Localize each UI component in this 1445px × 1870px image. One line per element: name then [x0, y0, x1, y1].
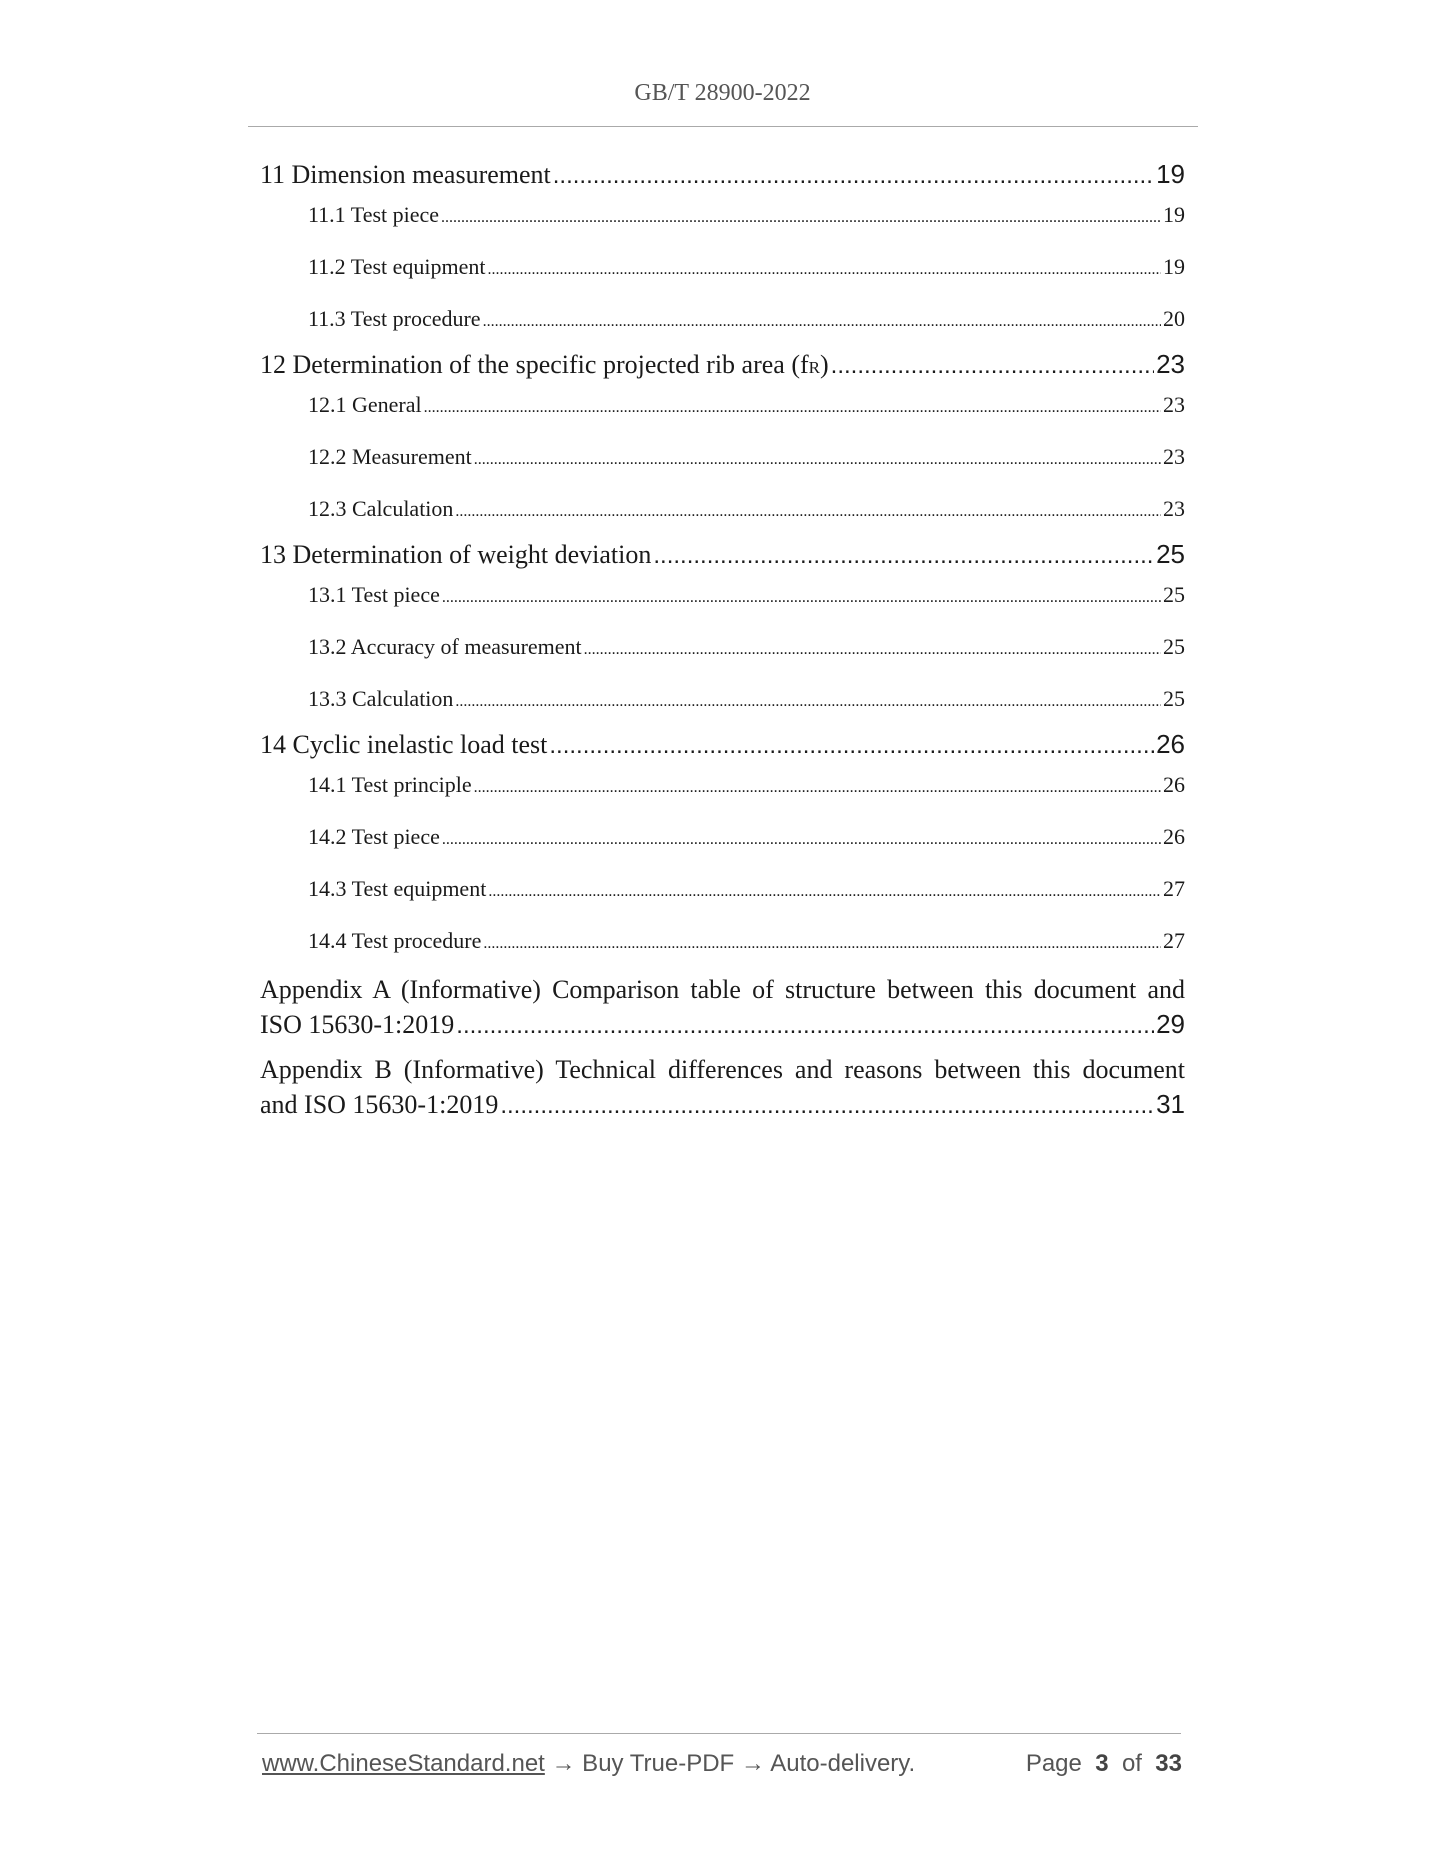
- page-footer: [262, 1750, 1182, 1778]
- appendix-title-line-1: Appendix A (Informative) Comparison table of structure between this document and: [260, 975, 1185, 1004]
- toc-section-title: 11.2 Test equipment: [308, 254, 486, 279]
- toc-page-number: 23: [1163, 392, 1185, 417]
- toc-page-number: 25: [1163, 634, 1185, 659]
- dot-leader: [455, 494, 1161, 530]
- dot-leader: [549, 727, 1154, 765]
- dot-leader: [483, 926, 1161, 962]
- footer-promo: [262, 1750, 915, 1778]
- toc-section-title: 13.3 Calculation: [308, 686, 454, 711]
- appendix-title-line-2: [260, 1007, 1185, 1043]
- toc-page-number: 19: [1163, 254, 1185, 279]
- toc-section-title: 13.1 Test piece: [308, 582, 440, 607]
- of-word: of: [1121, 1750, 1142, 1777]
- toc-chapter-title: 13 Determination of weight deviation: [260, 540, 652, 569]
- running-header: GB/T 28900-2022: [634, 80, 811, 106]
- dot-leader: [455, 684, 1161, 720]
- page-indicator: [1026, 1750, 1182, 1778]
- subscript-r: R: [808, 358, 820, 377]
- table-of-contents: [260, 155, 1185, 1133]
- toc-section-title: 14.1 Test principle: [308, 772, 472, 797]
- toc-page-number: 19: [1163, 202, 1185, 227]
- toc-page-number: 25: [1163, 686, 1185, 711]
- website-link[interactable]: www.ChineseStandard.net: [262, 1750, 545, 1777]
- appendix-title-end: and ISO 15630-1:2019: [260, 1090, 499, 1119]
- toc-chapter-title: 14 Cyclic inelastic load test: [260, 730, 548, 759]
- header-divider: [248, 126, 1198, 127]
- toc-page-number: 26: [1163, 824, 1185, 849]
- toc-section-13-1[interactable]: [260, 577, 1185, 629]
- appendix-title-line-2: [260, 1087, 1185, 1123]
- toc-page-number: 29: [1156, 1009, 1185, 1039]
- toc-chapter-14[interactable]: [260, 725, 1185, 763]
- dot-leader: [488, 252, 1162, 288]
- dot-leader: [456, 1009, 1154, 1043]
- dot-leader: [831, 347, 1154, 385]
- toc-appendix-a[interactable]: [260, 973, 1185, 1043]
- toc-page-number: 20: [1163, 306, 1185, 331]
- title-text: 12 Determination of the specific projected rib area (f: [260, 350, 809, 379]
- toc-section-title: 12.3 Calculation: [308, 496, 454, 521]
- dot-leader: [474, 442, 1161, 478]
- title-text-end: ): [819, 350, 829, 379]
- toc-section-11-3[interactable]: [260, 301, 1185, 345]
- toc-section-title: 11.3 Test procedure: [308, 306, 481, 331]
- page-word: Page: [1025, 1750, 1082, 1777]
- dot-leader: [653, 537, 1154, 575]
- toc-section-12-2[interactable]: [260, 439, 1185, 491]
- toc-section-11-1[interactable]: [260, 197, 1185, 249]
- toc-section-14-4[interactable]: [260, 923, 1185, 967]
- appendix-title-end: ISO 15630-1:2019: [260, 1010, 455, 1039]
- current-page: 3: [1095, 1750, 1109, 1777]
- toc-page-number: 26: [1163, 772, 1185, 797]
- toc-appendix-b[interactable]: [260, 1053, 1185, 1123]
- toc-section-title: 11.1 Test piece: [308, 202, 440, 227]
- dot-leader: [553, 157, 1154, 195]
- toc-section-title: 13.2 Accuracy of measurement: [308, 634, 582, 659]
- toc-section-title: 12.1 General: [308, 392, 422, 417]
- dot-leader: [442, 822, 1161, 858]
- toc-section-14-2[interactable]: [260, 819, 1185, 871]
- toc-chapter-11[interactable]: [260, 155, 1185, 193]
- dot-leader: [483, 304, 1161, 340]
- toc-section-14-1[interactable]: [260, 767, 1185, 819]
- toc-section-12-3[interactable]: [260, 491, 1185, 535]
- dot-leader: [424, 390, 1161, 426]
- toc-section-14-3[interactable]: [260, 871, 1185, 923]
- toc-page-number: 23: [1163, 444, 1185, 469]
- toc-section-title: 14.2 Test piece: [308, 824, 440, 849]
- total-pages: 33: [1155, 1750, 1182, 1777]
- toc-section-12-1[interactable]: [260, 387, 1185, 439]
- toc-section-title: 14.4 Test procedure: [308, 928, 482, 953]
- toc-page-number: 19: [1156, 159, 1185, 189]
- toc-page-number: 26: [1156, 729, 1185, 759]
- toc-section-title: 14.3 Test equipment: [308, 876, 487, 901]
- toc-page-number: 23: [1163, 496, 1185, 521]
- toc-chapter-title: 11 Dimension measurement: [260, 160, 551, 189]
- toc-section-13-3[interactable]: [260, 681, 1185, 725]
- toc-page-number: 27: [1163, 876, 1185, 901]
- dot-leader: [441, 200, 1161, 236]
- dot-leader: [500, 1089, 1154, 1123]
- footer-promo-text: → Buy True-PDF → Auto-delivery.: [544, 1750, 916, 1777]
- dot-leader: [584, 632, 1161, 668]
- toc-page-number: 27: [1163, 928, 1185, 953]
- toc-chapter-title: [260, 346, 829, 387]
- toc-page-number: 25: [1156, 539, 1185, 569]
- appendix-title-line-1: Appendix B (Informative) Technical differences and reasons between this document: [260, 1055, 1185, 1084]
- dot-leader: [488, 874, 1161, 910]
- toc-page-number: 25: [1163, 582, 1185, 607]
- toc-section-13-2[interactable]: [260, 629, 1185, 681]
- toc-chapter-13[interactable]: [260, 535, 1185, 573]
- toc-section-title: 12.2 Measurement: [308, 444, 472, 469]
- dot-leader: [474, 770, 1161, 806]
- toc-chapter-12[interactable]: [260, 345, 1185, 383]
- toc-page-number: 23: [1156, 349, 1185, 379]
- toc-section-11-2[interactable]: [260, 249, 1185, 301]
- toc-page-number: 31: [1156, 1089, 1185, 1119]
- dot-leader: [442, 580, 1161, 616]
- footer-divider: [257, 1733, 1181, 1734]
